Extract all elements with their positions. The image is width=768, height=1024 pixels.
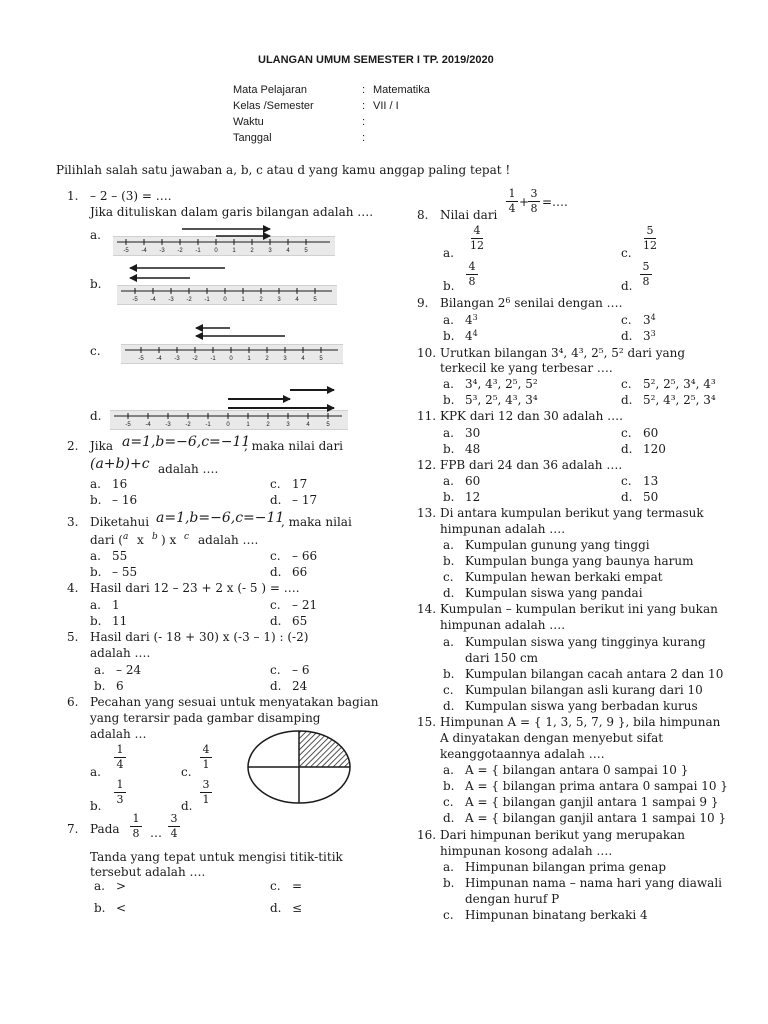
option-value: – 21 [292, 598, 318, 612]
numerator: 1 [116, 778, 124, 791]
number-line-tick-label: 2 [259, 297, 263, 303]
number-line-tick-label: -2 [185, 422, 191, 428]
math-var: c [184, 532, 190, 542]
option-value [465, 313, 478, 327]
option-label: a. [94, 663, 105, 677]
number-line-tick-label: 4 [295, 297, 299, 303]
option-label: c. [270, 549, 281, 563]
option-value: 60 [465, 474, 481, 488]
option-value: 24 [292, 679, 308, 693]
fraction [643, 225, 657, 252]
math-expression: (a+b)+c [90, 456, 150, 472]
number-line-tick-label: -4 [145, 422, 151, 428]
denominator: 8 [530, 202, 538, 215]
option-label: a. [443, 377, 454, 391]
field-label: Mata Pelajaran [233, 84, 307, 96]
numerator: 5 [646, 224, 654, 237]
math-var: b [152, 532, 158, 542]
fraction [506, 188, 518, 215]
option-value: Himpunan nama – nama hari yang diawali [465, 876, 722, 890]
option-label: b. [443, 279, 455, 293]
fraction [528, 188, 540, 215]
question-text: terkecil ke yang terbesar …. [440, 361, 613, 375]
option-label: c. [270, 879, 281, 893]
question-text: adalah …. [90, 646, 151, 660]
option-label: b. [443, 393, 455, 407]
base: 4 [465, 329, 473, 343]
option-label: a. [443, 474, 454, 488]
number-line-tick-label: 5 [326, 422, 330, 428]
instruction: Pilihlah salah satu jawaban a, b, c atau d yang kamu anggap paling tepat ! [56, 163, 511, 177]
option-value: 12 [465, 490, 481, 504]
number-line-tick-label: -3 [174, 356, 180, 362]
number-line-tick-label: 0 [214, 248, 218, 254]
exponent: 4 [472, 329, 478, 338]
question-number: 16. [417, 828, 437, 842]
field-sep: : [362, 132, 366, 144]
exponent: 3 [472, 313, 478, 322]
page-title: ULANGAN UMUM SEMESTER I TP. 2019/2020 [258, 54, 494, 66]
option-label: b. [90, 277, 102, 291]
field-sep: : [362, 116, 366, 128]
number-line-tick-label: 5 [319, 356, 323, 362]
option-label: b. [443, 329, 455, 343]
question-text: FPB dari 24 dan 36 adalah …. [440, 458, 623, 472]
option-label: a. [94, 879, 105, 893]
option-label: c. [621, 313, 632, 327]
number-line-tick-label: -1 [205, 422, 211, 428]
option-label: a. [90, 598, 101, 612]
number-line-tick-label: 4 [301, 356, 305, 362]
question-text: Hasil dari 12 – 23 + 2 x (- 5 ) = …. [90, 581, 300, 595]
option-value: Kumpulan gunung yang tinggi [465, 538, 650, 552]
number-line-tick-label: -1 [210, 356, 216, 362]
option-label: d. [270, 565, 282, 579]
option-label: c. [270, 477, 281, 491]
option-label: b. [443, 442, 455, 456]
option-label: c. [443, 908, 454, 922]
number-line-tick-label: -5 [123, 248, 129, 254]
question-text: KPK dari 12 dan 30 adalah …. [440, 409, 623, 423]
field-sep: : [362, 100, 366, 112]
field-value: VII / I [373, 100, 399, 112]
question-text: Urutkan bilangan 3⁴, 4³, 2⁵, 5² dari yang [440, 346, 686, 360]
option-label: b. [443, 667, 455, 681]
option-value: 6 [116, 679, 124, 693]
option-value: – 66 [292, 549, 318, 563]
option-value: Kumpulan bilangan asli kurang dari 10 [465, 683, 703, 697]
number-line-tick-label: -4 [156, 356, 162, 362]
option-label: b. [443, 779, 455, 793]
option-value: < [116, 901, 127, 915]
number-line-tick-label: -1 [195, 248, 201, 254]
option-value: Kumpulan bunga yang baunya harum [465, 554, 694, 568]
option-label: d. [621, 393, 633, 407]
option-label: d. [270, 493, 282, 507]
field-label: Tanggal [233, 132, 272, 144]
numerator: 1 [508, 187, 516, 200]
option-value: Himpunan binatang berkaki 4 [465, 908, 648, 922]
option-label: a. [443, 860, 454, 874]
denominator: 12 [643, 239, 657, 252]
question-text-main: Bilangan 2 [440, 296, 506, 310]
field-label: Kelas /Semester [233, 100, 314, 112]
option-label: b. [90, 614, 102, 628]
option-value: 48 [465, 442, 481, 456]
fraction [640, 261, 652, 288]
base: 4 [465, 313, 473, 327]
option-value: 65 [292, 614, 308, 628]
option-value: 50 [643, 490, 659, 504]
number-line-tick-label: 1 [232, 248, 236, 254]
question-text: Nilai dari [440, 208, 498, 222]
base: 3 [643, 329, 651, 343]
option-value [465, 329, 478, 343]
numerator: 3 [202, 778, 210, 791]
option-label: b. [90, 565, 102, 579]
numerator: 3 [170, 812, 178, 825]
denominator: 4 [116, 758, 124, 771]
option-label: c. [443, 683, 454, 697]
question-number: 12. [417, 458, 437, 472]
question-text: Himpunan A = { 1, 3, 5, 7, 9 }, bila himpunan [440, 715, 721, 729]
option-label: d. [621, 442, 633, 456]
question-text: , maka nilai dari [244, 439, 344, 453]
number-line-tick-label: 2 [250, 248, 254, 254]
option-label: a. [443, 313, 454, 327]
shaded-ellipse-figure [246, 729, 352, 805]
option-label: b. [443, 554, 455, 568]
option-label: d. [270, 614, 282, 628]
option-value: 5³, 2⁵, 4³, 3⁴ [465, 393, 538, 407]
option-label: a. [90, 549, 101, 563]
number-line-tick-label: 3 [286, 422, 290, 428]
question-text: yang terarsir pada gambar disamping [90, 711, 321, 725]
question-number: 4. [67, 581, 79, 595]
question-subtext: Jika dituliskan dalam garis bilangan adalah …. [90, 205, 374, 219]
field-value: Matematika [373, 84, 430, 96]
exponent: 4 [650, 313, 656, 322]
option-value: Kumpulan bilangan cacah antara 2 dan 10 [465, 667, 724, 681]
option-value: – 6 [292, 663, 310, 677]
fraction [130, 813, 142, 840]
fraction [470, 225, 484, 252]
option-value: 66 [292, 565, 308, 579]
option-label: d. [621, 490, 633, 504]
option-label: c. [621, 246, 632, 260]
option-label: a. [90, 228, 101, 242]
number-line-tick-label: -2 [177, 248, 183, 254]
option-label: a. [443, 538, 454, 552]
denominator: 12 [470, 239, 484, 252]
option-label: c. [443, 570, 454, 584]
option-value: Kumpulan siswa yang pandai [465, 586, 643, 600]
number-line-tick-label: 3 [283, 356, 287, 362]
option-label: c. [181, 765, 192, 779]
option-value: A = { bilangan ganjil antara 1 sampai 10 } [465, 811, 727, 825]
question-number: 9. [417, 296, 429, 310]
field-sep: : [362, 84, 366, 96]
question-number: 8. [417, 208, 429, 222]
number-line-tick-label: 5 [313, 297, 317, 303]
option-value: Kumpulan hewan berkaki empat [465, 570, 663, 584]
question-text: dari ( [90, 533, 123, 547]
option-label: d. [443, 586, 455, 600]
option-value: – 24 [116, 663, 142, 677]
option-value: – 16 [112, 493, 138, 507]
number-line-tick-label: 4 [286, 248, 290, 254]
option-value: 55 [112, 549, 128, 563]
fraction [466, 261, 478, 288]
option-value: – 17 [292, 493, 318, 507]
number-line-tick-label: -2 [192, 356, 198, 362]
option-label: a. [443, 246, 454, 260]
option-value: 5², 2⁵, 3⁴, 4³ [643, 377, 716, 391]
question-text: keanggotaannya adalah …. [440, 747, 605, 761]
option-label: d. [443, 699, 455, 713]
numerator: 5 [642, 260, 650, 273]
number-line-tick-label: -5 [125, 422, 131, 428]
option-value: 13 [643, 474, 659, 488]
numerator: 4 [468, 260, 476, 273]
option-label: c. [270, 598, 281, 612]
question-text: … [150, 826, 162, 840]
option-value: 5², 4³, 2⁵, 3⁴ [643, 393, 716, 407]
option-label: c. [443, 795, 454, 809]
question-text: adalah … [90, 727, 147, 741]
number-line-tick-label: -3 [168, 297, 174, 303]
option-value: A = { bilangan antara 0 sampai 10 } [465, 763, 689, 777]
question-number: 10. [417, 346, 437, 360]
option-label: b. [90, 799, 102, 813]
question-text: himpunan adalah …. [440, 618, 566, 632]
question-text: Kumpulan – kumpulan berikut ini yang bukan [440, 602, 718, 616]
option-label: a. [443, 635, 454, 649]
question-text [440, 296, 622, 310]
option-label: c. [270, 663, 281, 677]
math-expression: a=1,b=−6,c=−11 [156, 510, 285, 526]
denominator: 8 [468, 275, 476, 288]
number-line-tick-label: -5 [132, 297, 138, 303]
number-line-tick-label: 0 [226, 422, 230, 428]
question-text: Tanda yang tepat untuk mengisi titik-titik [90, 850, 343, 864]
option-value [643, 313, 656, 327]
numerator: 3 [530, 187, 538, 200]
denominator: 4 [508, 202, 516, 215]
option-label: a. [443, 763, 454, 777]
option-label: b. [94, 901, 106, 915]
number-line-tick-label: 1 [241, 297, 245, 303]
option-value: 17 [292, 477, 308, 491]
question-text: adalah …. [158, 462, 219, 476]
equals-dots: =…. [542, 195, 568, 209]
question-number: 7. [67, 822, 79, 836]
numerator: 1 [132, 812, 140, 825]
number-line-tick-label: -5 [138, 356, 144, 362]
fraction [114, 744, 126, 771]
option-value: dengan huruf P [465, 892, 560, 906]
question-text-end: senilai dengan …. [510, 296, 623, 310]
question-text: himpunan kosong adalah …. [440, 844, 613, 858]
question-number: 13. [417, 506, 437, 520]
number-line-tick-label: -4 [141, 248, 147, 254]
question-text: A dinyatakan dengan menyebut sifat [440, 731, 664, 745]
question-text: adalah …. [198, 533, 259, 547]
option-label: b. [90, 493, 102, 507]
option-value: dari 150 cm [465, 651, 539, 665]
option-value: 120 [643, 442, 666, 456]
option-value: Kumpulan siswa yang berbadan kurus [465, 699, 698, 713]
numerator: 1 [116, 743, 124, 756]
number-line-tick-label: 2 [265, 356, 269, 362]
option-value: Kumpulan siswa yang tingginya kurang [465, 635, 706, 649]
option-label: b. [443, 876, 455, 890]
option-value: > [116, 879, 127, 893]
option-value: 1 [112, 598, 120, 612]
exponent: 3 [650, 329, 656, 338]
option-label: c. [90, 344, 101, 358]
number-line-tick-label: 4 [306, 422, 310, 428]
option-label: d. [270, 901, 282, 915]
number-line-tick-label: 0 [223, 297, 227, 303]
question-text: Pecahan yang sesuai untuk menyatakan bagian [90, 695, 379, 709]
option-value: 16 [112, 477, 128, 491]
option-value [643, 329, 656, 343]
number-line-tick-label: -3 [159, 248, 165, 254]
denominator: 8 [642, 275, 650, 288]
option-label: d. [270, 679, 282, 693]
denominator: 3 [116, 793, 124, 806]
option-label: b. [443, 490, 455, 504]
number-line-tick-label: 1 [247, 356, 251, 362]
plus-sign: + [519, 195, 530, 209]
math-var: a [123, 532, 129, 542]
number-line-tick-label: 5 [304, 248, 308, 254]
number-line-tick-label: -3 [165, 422, 171, 428]
denominator: 4 [170, 827, 178, 840]
question-text: ) x [161, 533, 177, 547]
denominator: 1 [202, 758, 210, 771]
question-text: Jika [90, 439, 114, 453]
number-line-tick-label: 3 [268, 248, 272, 254]
option-value: 60 [643, 426, 659, 440]
option-label: d. [90, 409, 102, 423]
option-value: A = { bilangan prima antara 0 sampai 10 } [465, 779, 728, 793]
math-expression: a=1,b=−6,c=−11 [122, 434, 251, 450]
question-number: 3. [67, 515, 79, 529]
field-label: Waktu [233, 116, 264, 128]
option-label: c. [621, 377, 632, 391]
question-number: 2. [67, 439, 79, 453]
question-number: 15. [417, 715, 437, 729]
option-value: Himpunan bilangan prima genap [465, 860, 667, 874]
option-label: d. [621, 279, 633, 293]
fraction [200, 744, 212, 771]
option-value: – 55 [112, 565, 138, 579]
fraction [200, 779, 212, 806]
question-text: Di antara kumpulan berikut yang termasuk [440, 506, 704, 520]
question-number: 1. [67, 189, 79, 203]
denominator: 8 [132, 827, 140, 840]
option-label: a. [90, 765, 101, 779]
question-text: Diketahui [90, 515, 150, 529]
question-text: x [137, 533, 144, 547]
number-line-tick-label: 1 [246, 422, 250, 428]
question-text: tersebut adalah …. [90, 865, 206, 879]
question-text: Pada [90, 822, 120, 836]
option-label: a. [90, 477, 101, 491]
denominator: 1 [202, 793, 210, 806]
question-number: 5. [67, 630, 79, 644]
option-label: c. [621, 426, 632, 440]
fraction [114, 779, 126, 806]
option-label: b. [94, 679, 106, 693]
question-number: 6. [67, 695, 79, 709]
option-value: 3⁴, 4³, 2⁵, 5² [465, 377, 538, 391]
option-label: d. [621, 329, 633, 343]
option-value: ≤ [292, 901, 303, 915]
option-label: a. [443, 426, 454, 440]
option-value: = [292, 879, 303, 893]
exponent: 6 [505, 296, 511, 305]
numerator: 4 [202, 743, 210, 756]
question-number: 11. [417, 409, 437, 423]
question-text: Dari himpunan berikut yang merupakan [440, 828, 686, 842]
number-line-tick-label: 0 [229, 356, 233, 362]
number-line-tick-label: -1 [204, 297, 210, 303]
question-text: – 2 – (3) = …. [90, 189, 172, 203]
option-value: A = { bilangan ganjil antara 1 sampai 9 } [465, 795, 719, 809]
number-line-tick-label: -2 [186, 297, 192, 303]
option-value: 30 [465, 426, 481, 440]
question-text: himpunan adalah …. [440, 522, 566, 536]
numerator: 4 [473, 224, 481, 237]
option-label: c. [621, 474, 632, 488]
fraction [168, 813, 180, 840]
option-label: d. [181, 799, 193, 813]
question-text: Hasil dari (- 18 + 30) x (-3 – 1) : (-2) [90, 630, 309, 644]
number-line-tick-label: -4 [150, 297, 156, 303]
number-line-tick-label: 2 [266, 422, 270, 428]
option-value: 11 [112, 614, 128, 628]
question-text: , maka nilai [281, 515, 352, 529]
base: 3 [643, 313, 651, 327]
number-line-tick-label: 3 [277, 297, 281, 303]
option-label: d. [443, 811, 455, 825]
question-number: 14. [417, 602, 437, 616]
